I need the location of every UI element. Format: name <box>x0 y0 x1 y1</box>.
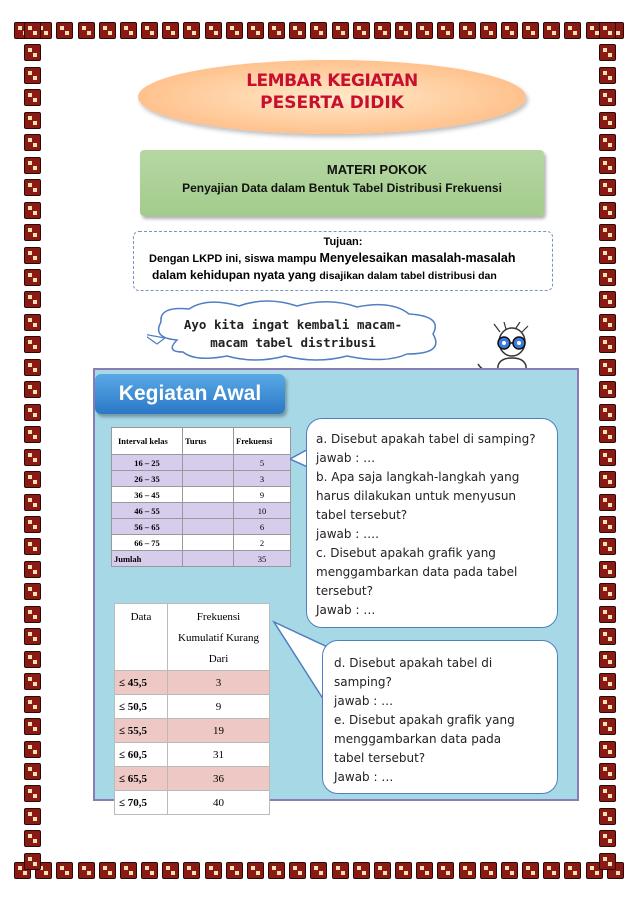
table-cell: ≤ 55,5 <box>115 719 168 743</box>
table-cell: 31 <box>168 743 270 767</box>
question-line: d. Disebut apakah tabel di <box>334 656 493 670</box>
header-freq-line3: Dari <box>208 653 229 665</box>
border-brick-icon <box>24 628 41 645</box>
table-cell: 56 – 65 <box>112 519 183 535</box>
border-brick-icon <box>599 853 616 870</box>
border-brick-icon <box>437 862 454 879</box>
border-brick-icon <box>56 22 73 39</box>
border-brick-icon <box>395 862 412 879</box>
table-cell <box>183 503 234 519</box>
table-cell: ≤ 45,5 <box>115 671 168 695</box>
border-brick-icon <box>24 359 41 376</box>
border-brick-icon <box>56 862 73 879</box>
page-title-line1: LEMBAR KEGIATAN <box>246 71 418 91</box>
table-cell: 5 <box>234 455 291 471</box>
table-cell: 9 <box>234 487 291 503</box>
border-brick-icon <box>599 314 616 331</box>
table-header-row <box>112 428 291 455</box>
materi-pokok-box <box>140 150 544 216</box>
tujuan-line1 <box>149 251 516 265</box>
table-cell <box>183 471 234 487</box>
border-brick-icon <box>310 862 327 879</box>
border-brick-icon <box>24 808 41 825</box>
question-line: c. Disebut apakah grafik yang <box>316 546 496 560</box>
border-brick-icon <box>599 718 616 735</box>
question-line: menggambarkan data pada <box>334 732 502 746</box>
border-brick-icon <box>205 22 222 39</box>
border-brick-icon <box>599 538 616 555</box>
table-cell: 36 – 45 <box>112 487 183 503</box>
table-row <box>112 535 291 551</box>
table-cell <box>183 551 234 567</box>
bubble2-tail-mask <box>323 660 333 720</box>
border-brick-icon <box>120 862 137 879</box>
table-cell: 19 <box>168 719 270 743</box>
border-brick-icon <box>353 862 370 879</box>
border-brick-icon <box>332 862 349 879</box>
question-line: e. Disebut apakah grafik yang <box>334 713 515 727</box>
border-brick-icon <box>268 862 285 879</box>
table-header: Turus <box>183 428 234 455</box>
border-brick-icon <box>332 22 349 39</box>
table-cell: 2 <box>234 535 291 551</box>
header-freq-line2: Kumulatif Kurang <box>178 632 259 644</box>
border-brick-icon <box>24 494 41 511</box>
border-brick-icon <box>24 696 41 713</box>
question-line: b. Apa saja langkah-langkah yang <box>316 470 520 484</box>
border-brick-icon <box>24 291 41 308</box>
border-brick-icon <box>226 862 243 879</box>
border-brick-icon <box>599 830 616 847</box>
border-brick-icon <box>599 763 616 780</box>
table-row <box>112 455 291 471</box>
border-brick-icon <box>459 22 476 39</box>
materi-label: MATERI POKOK <box>326 162 428 177</box>
border-brick-icon <box>459 862 476 879</box>
border-brick-icon <box>24 853 41 870</box>
table-cell: 6 <box>234 519 291 535</box>
tujuan-label: Tujuan: <box>323 236 363 248</box>
border-brick-icon <box>599 516 616 533</box>
table-cell: 3 <box>168 671 270 695</box>
border-brick-icon <box>24 157 41 174</box>
border-brick-icon <box>599 404 616 421</box>
table-row <box>112 503 291 519</box>
border-brick-icon <box>599 359 616 376</box>
tujuan-line1-b: Menyelesaikan masalah-masalah <box>319 251 516 265</box>
question-line: menggambarkan data pada tabel <box>316 565 518 579</box>
border-right <box>599 22 621 870</box>
table-row <box>112 471 291 487</box>
border-brick-icon <box>24 269 41 286</box>
table-cell <box>183 487 234 503</box>
border-brick-icon <box>247 862 264 879</box>
border-brick-icon <box>599 202 616 219</box>
border-brick-icon <box>599 44 616 61</box>
border-brick-icon <box>501 22 518 39</box>
border-brick-icon <box>289 22 306 39</box>
border-brick-icon <box>599 247 616 264</box>
border-brick-icon <box>24 89 41 106</box>
border-brick-icon <box>24 583 41 600</box>
border-brick-icon <box>564 862 581 879</box>
border-bottom <box>14 862 624 884</box>
border-brick-icon <box>599 224 616 241</box>
border-brick-icon <box>24 830 41 847</box>
tujuan-line2-a: dalam kehidupan nyata yang <box>152 268 320 282</box>
border-brick-icon <box>24 22 41 39</box>
table-row <box>112 519 291 535</box>
border-brick-icon <box>24 718 41 735</box>
border-brick-icon <box>522 862 539 879</box>
border-brick-icon <box>24 606 41 623</box>
table-row <box>115 767 270 791</box>
border-brick-icon <box>78 22 95 39</box>
bubble1-text <box>316 430 536 620</box>
border-brick-icon <box>543 22 560 39</box>
border-brick-icon <box>141 22 158 39</box>
border-brick-icon <box>99 22 116 39</box>
border-brick-icon <box>24 381 41 398</box>
kegiatan-awal-label: Kegiatan Awal <box>95 374 285 414</box>
table-cell: 46 – 55 <box>112 503 183 519</box>
table-cell: 3 <box>234 471 291 487</box>
border-brick-icon <box>374 862 391 879</box>
materi-topic: Penyajian Data dalam Bentuk Tabel Distribusi Frekuensi <box>182 181 502 195</box>
table-cell: 9 <box>168 695 270 719</box>
border-brick-icon <box>599 179 616 196</box>
border-brick-icon <box>599 628 616 645</box>
border-brick-icon <box>162 862 179 879</box>
border-brick-icon <box>599 785 616 802</box>
tujuan-box <box>133 231 553 291</box>
question-line: tabel tersebut? <box>334 751 426 765</box>
table-cell <box>183 455 234 471</box>
border-brick-icon <box>24 741 41 758</box>
table-cell: ≤ 70,5 <box>115 791 168 815</box>
bubble2-text <box>334 654 515 787</box>
border-brick-icon <box>599 112 616 129</box>
border-brick-icon <box>543 862 560 879</box>
table-row <box>112 487 291 503</box>
border-brick-icon <box>183 22 200 39</box>
border-brick-icon <box>522 22 539 39</box>
border-brick-icon <box>24 67 41 84</box>
cumulative-frequency-table <box>114 603 270 815</box>
border-brick-icon <box>78 862 95 879</box>
question-line: tersebut? <box>316 584 373 598</box>
table-cell: 16 – 25 <box>112 455 183 471</box>
border-brick-icon <box>24 247 41 264</box>
border-brick-icon <box>120 22 137 39</box>
question-line: jawab : … <box>334 694 394 708</box>
question-line: jawab : …. <box>316 527 379 541</box>
table-cell: ≤ 65,5 <box>115 767 168 791</box>
question-line: samping? <box>334 675 392 689</box>
border-brick-icon <box>599 673 616 690</box>
cloud-line1: Ayo kita ingat kembali macam- <box>183 317 403 332</box>
border-brick-icon <box>268 22 285 39</box>
border-brick-icon <box>416 862 433 879</box>
border-brick-icon <box>599 696 616 713</box>
border-brick-icon <box>289 862 306 879</box>
frequency-table <box>111 427 291 567</box>
border-brick-icon <box>480 862 497 879</box>
border-brick-icon <box>599 67 616 84</box>
border-brick-icon <box>226 22 243 39</box>
border-brick-icon <box>564 22 581 39</box>
border-brick-icon <box>24 224 41 241</box>
question-line: jawab : … <box>316 451 376 465</box>
question-line: Jawab : … <box>334 770 394 784</box>
border-brick-icon <box>24 179 41 196</box>
question-line: harus dilakukan untuk menyusun <box>316 489 517 503</box>
border-brick-icon <box>24 404 41 421</box>
border-brick-icon <box>24 449 41 466</box>
border-brick-icon <box>395 22 412 39</box>
border-brick-icon <box>599 381 616 398</box>
border-brick-icon <box>24 538 41 555</box>
border-brick-icon <box>24 426 41 443</box>
border-brick-icon <box>247 22 264 39</box>
border-brick-icon <box>416 22 433 39</box>
table-header-row <box>115 604 270 671</box>
border-brick-icon <box>599 336 616 353</box>
table-header: Data <box>115 604 168 671</box>
border-brick-icon <box>24 785 41 802</box>
table-total-row <box>112 551 291 567</box>
border-brick-icon <box>141 862 158 879</box>
table-row <box>115 719 270 743</box>
border-brick-icon <box>24 336 41 353</box>
cloud-line2: macam tabel distribusi <box>210 335 376 350</box>
cloud-text <box>168 316 418 352</box>
border-brick-icon <box>599 606 616 623</box>
table-cell: 66 – 75 <box>112 535 183 551</box>
border-brick-icon <box>599 449 616 466</box>
table-cell <box>183 535 234 551</box>
page-title-line2: PESERTA DIDIK <box>260 93 404 113</box>
border-brick-icon <box>599 134 616 151</box>
table-row <box>115 791 270 815</box>
border-brick-icon <box>162 22 179 39</box>
border-brick-icon <box>374 22 391 39</box>
border-brick-icon <box>480 22 497 39</box>
border-left <box>24 22 46 870</box>
border-brick-icon <box>310 22 327 39</box>
tujuan-line1-a: Dengan LKPD ini, siswa mampu <box>149 253 320 265</box>
table-cell <box>183 519 234 535</box>
table-cell: 40 <box>168 791 270 815</box>
table-cell: 26 – 35 <box>112 471 183 487</box>
table-cell: 36 <box>168 767 270 791</box>
tujuan-line2-b: disajikan dalam tabel distribusi dan <box>319 270 497 282</box>
question-line: tabel tersebut? <box>316 508 408 522</box>
table-header <box>168 604 270 671</box>
border-brick-icon <box>599 269 616 286</box>
border-brick-icon <box>205 862 222 879</box>
border-top <box>14 22 624 44</box>
border-brick-icon <box>599 741 616 758</box>
header-freq-line1: Frekuensi <box>196 611 241 623</box>
border-brick-icon <box>501 862 518 879</box>
border-brick-icon <box>599 808 616 825</box>
border-brick-icon <box>437 22 454 39</box>
table-header: Interval kelas <box>112 428 183 455</box>
border-brick-icon <box>599 583 616 600</box>
table-cell: ≤ 50,5 <box>115 695 168 719</box>
border-brick-icon <box>599 157 616 174</box>
border-brick-icon <box>24 44 41 61</box>
border-brick-icon <box>24 134 41 151</box>
border-brick-icon <box>24 516 41 533</box>
question-line: Jawab : … <box>316 603 376 617</box>
border-brick-icon <box>24 763 41 780</box>
border-brick-icon <box>599 426 616 443</box>
border-brick-icon <box>24 471 41 488</box>
question-line: a. Disebut apakah tabel di samping? <box>316 432 536 446</box>
border-brick-icon <box>24 314 41 331</box>
table-row <box>115 695 270 719</box>
border-brick-icon <box>353 22 370 39</box>
border-brick-icon <box>599 651 616 668</box>
border-brick-icon <box>24 202 41 219</box>
border-brick-icon <box>599 494 616 511</box>
table-row <box>115 743 270 767</box>
border-brick-icon <box>599 561 616 578</box>
border-brick-icon <box>24 673 41 690</box>
table-row <box>115 671 270 695</box>
border-brick-icon <box>183 862 200 879</box>
table-cell: ≤ 60,5 <box>115 743 168 767</box>
table-header: Frekuensi <box>234 428 291 455</box>
border-brick-icon <box>24 651 41 668</box>
tujuan-line2 <box>152 268 497 282</box>
border-brick-icon <box>599 471 616 488</box>
title-banner <box>138 60 526 134</box>
border-brick-icon <box>99 862 116 879</box>
border-brick-icon <box>599 89 616 106</box>
table-cell: 10 <box>234 503 291 519</box>
border-brick-icon <box>599 291 616 308</box>
table-cell: Jumlah <box>112 551 183 567</box>
border-brick-icon <box>24 112 41 129</box>
border-brick-icon <box>24 561 41 578</box>
table-cell: 35 <box>234 551 291 567</box>
border-brick-icon <box>599 22 616 39</box>
